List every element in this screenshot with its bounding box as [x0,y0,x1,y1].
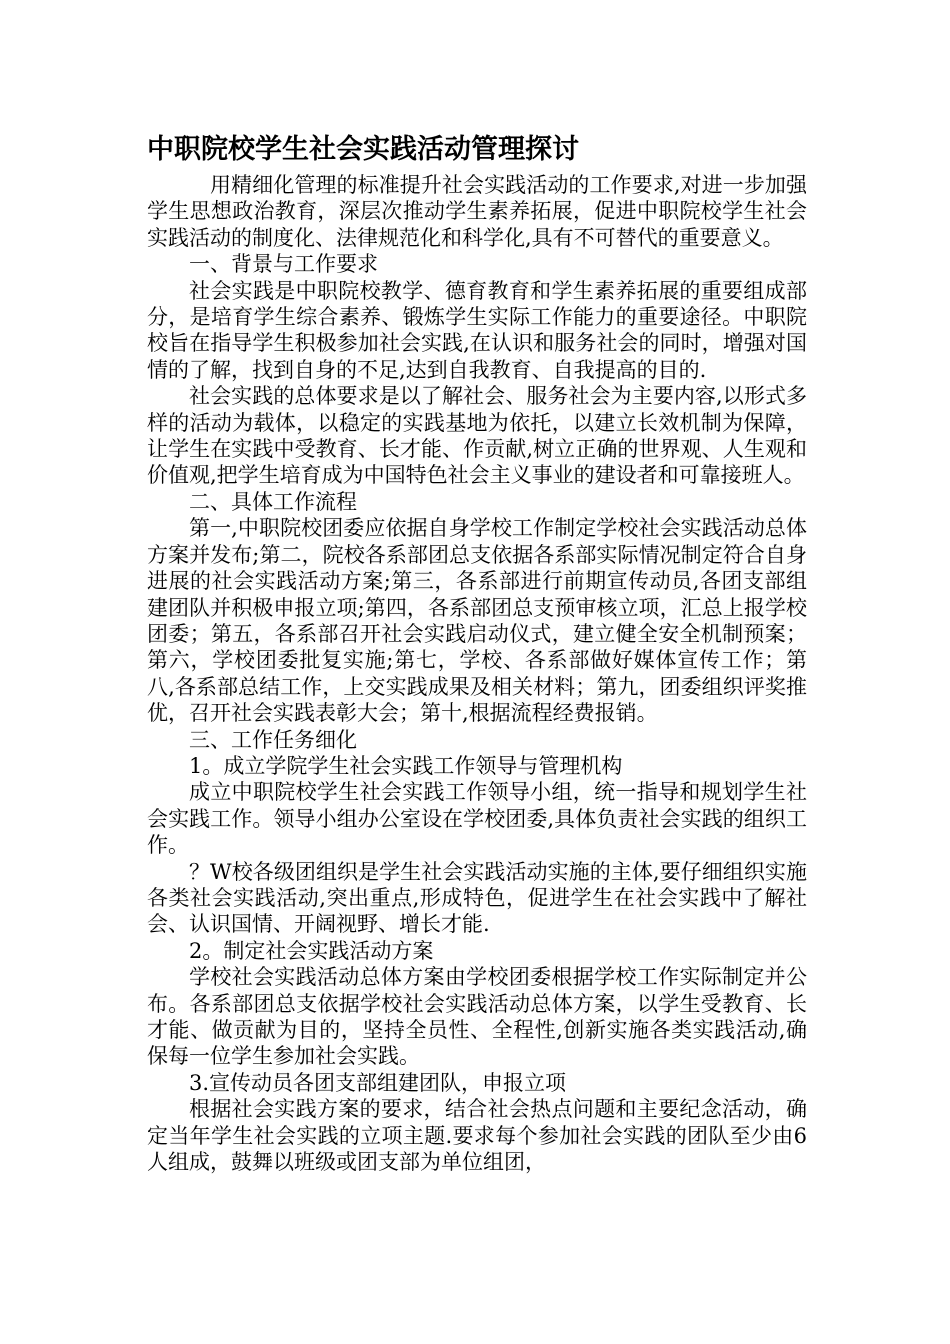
paragraph: 学校社会实践活动总体方案由学校团委根据学校工作实际制定并公布。各系部团总支依据学校社会实践活动总体方案，以学生受教育、长才能、做贡献为目的，坚持全员性、全程性,创新实施各类实践活动,确保每一位学生参加社会实践。 [147,965,807,1069]
subsection-heading: 1。成立学院学生社会实践工作领导与管理机构 [189,753,623,778]
subsection-heading: 3.宣传动员各团支部组建团队，申报立项 [189,1070,567,1095]
paragraph: 根据社会实践方案的要求，结合社会热点问题和主要纪念活动，确定当年学生社会实践的立项主题.要求每个参加社会实践的团队至少由6人组成，鼓舞以班级或团支部为单位组团， [147,1097,807,1175]
paragraph: ？W校各级团组织是学生社会实践活动实施的主体,要仔细组织实施各类社会实践活动,突出重点,形成特色，促进学生在社会实践中了解社会、认识国情、开阔视野、增长才能. [147,859,807,937]
section-heading-tasks: 三、工作任务细化 [189,727,357,752]
paragraph: 社会实践的总体要求是以了解社会、服务社会为主要内容,以形式多样的活动为载体，以稳定的实践基地为依托，以建立长效机制为保障，让学生在实践中受教育、长才能、作贡献,树立正确的世界观、人生观和价值观,把学生培育成为中国特色社会主义事业的建设者和可靠接班人。 [147,384,807,488]
paragraph: 社会实践是中职院校教学、德育教育和学生素养拓展的重要组成部分，是培育学生综合素养、锻炼学生实际工作能力的重要途径。中职院校旨在指导学生积极参加社会实践,在认识和服务社会的同时，增强对国情的了解，找到自身的不足,达到自我教育、自我提高的目的. [147,278,807,382]
paragraph: 第一,中职院校团委应依据自身学校工作制定学校社会实践活动总体方案并发布;第二，院校各系部团总支依据各系部实际情况制定符合自身进展的社会实践活动方案;第三，各系部进行前期宣传动员,各团支部组建团队并积极申报立项;第四，各系部团总支预审核立项，汇总上报学校团委；第五，各系部召开社会实践启动仪式，建立健全安全机制预案；第六，学校团委批复实施;第七，学校、各系部做好媒体宣传工作；第八,各系部总结工作，上交实践成果及相关材料；第九，团委组织评奖推优，召开社会实践表彰大会；第十,根据流程经费报销。 [147,516,807,726]
subsection-heading: 2。制定社会实践活动方案 [189,938,434,963]
document-title: 中职院校学生社会实践活动管理探讨 [147,134,579,165]
paragraph-intro: 用精细化管理的标准提升社会实践活动的工作要求,对进一步加强学生思想政治教育，深层次推动学生素养拓展，促进中职院校学生社会实践活动的制度化、法律规范化和科学化,具有不可替代的重要意义。 [147,173,807,250]
section-heading-background: 一、背景与工作要求 [189,252,378,277]
document-body [147,172,807,1175]
paragraph: 成立中职院校学生社会实践工作领导小组，统一指导和规划学生社会实践工作。领导小组办公室设在学校团委,具体负责社会实践的组织工作。 [147,780,807,858]
section-heading-workflow: 二、具体工作流程 [189,489,357,514]
